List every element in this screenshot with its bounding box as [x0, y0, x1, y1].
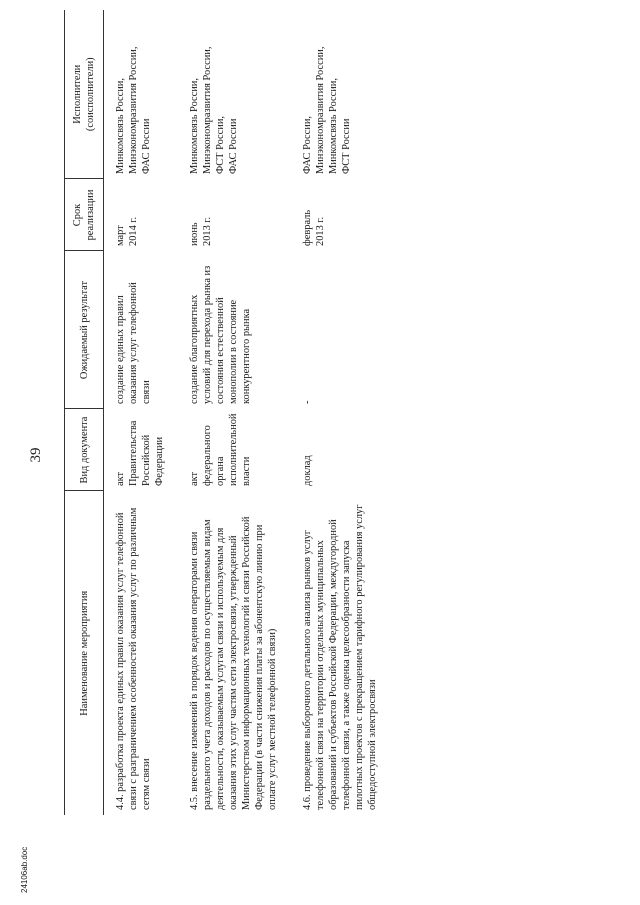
file-name-footer: 24106ab.doc	[20, 846, 29, 893]
measures-table	[64, 10, 383, 815]
cell-expected-result: создание благоприятных условий для перехода рынка из состояния естественной монополии в состояние конкурентного рынка	[189, 265, 252, 404]
table-body	[104, 10, 384, 815]
table-row	[291, 10, 383, 815]
cell-measure-name: 4.5. внесение изменений в порядок ведения операторами связи раздельного учета доходов и расходов по осуществляемым видам деятельности, оказываемым услугам связи и используемым для оказания этих услуг частям сети электросвязи, утвержденный Министерством информационных технологий и связи Российской Федерации (в части снижения платы за абонентскую линию при оплате услуг местной телефонной связи)	[189, 516, 278, 810]
cell-deadline: февраль 2013 г.	[302, 209, 326, 246]
table-header-row	[65, 10, 104, 815]
cell-expected-result: создание единых правил оказания услуг телефонной связи	[115, 282, 152, 404]
table-row	[104, 10, 179, 815]
cell-executors: Минкомсвязь России, Минэкономразвития России, ФАС России	[115, 46, 152, 174]
header-executors: Исполнители (соисполнители)	[65, 10, 104, 179]
page-number: 39	[28, 447, 44, 463]
header-document-type: Вид документа	[65, 409, 104, 491]
cell-measure-name: 4.4. разработка проекта единых правил оказания услуг телефонной связи с разграничением особенностей оказания услуг по различным сетям связи	[115, 507, 152, 810]
cell-deadline: март 2014 г.	[115, 216, 139, 246]
table-row	[178, 10, 291, 815]
header-measure-name: Наименование мероприятия	[65, 491, 104, 815]
cell-executors: Минкомсвязь России, Минэкономразвития России, ФСТ России, ФАС России	[189, 46, 239, 174]
cell-document-type: акт федерального органа исполнительной власти	[189, 413, 252, 486]
cell-expected-result: -	[302, 400, 313, 404]
cell-document-type: доклад	[302, 455, 313, 486]
header-expected-result: Ожидаемый результат	[65, 251, 104, 409]
cell-measure-name: 4.6. проведение выборочного детального анализа рынков услуг телефонной связи на территории отдельных муниципальных образований и субъектов Российской Федерации, междугородной телефонной связи, а также оценка целесообразности запуска пилотных проектов с прекращением тарифного регулирования услуг общедоступной электросвязи	[302, 504, 378, 810]
cell-document-type: акт Правительства Российской Федерации	[115, 420, 165, 486]
cell-executors: ФАС России, Минэкономразвития России, Минкомсвязь России, ФСТ России	[302, 46, 352, 174]
table-header	[65, 10, 104, 815]
header-deadline: Срок реализации	[65, 179, 104, 251]
cell-deadline: июнь 2013 г.	[189, 216, 213, 246]
